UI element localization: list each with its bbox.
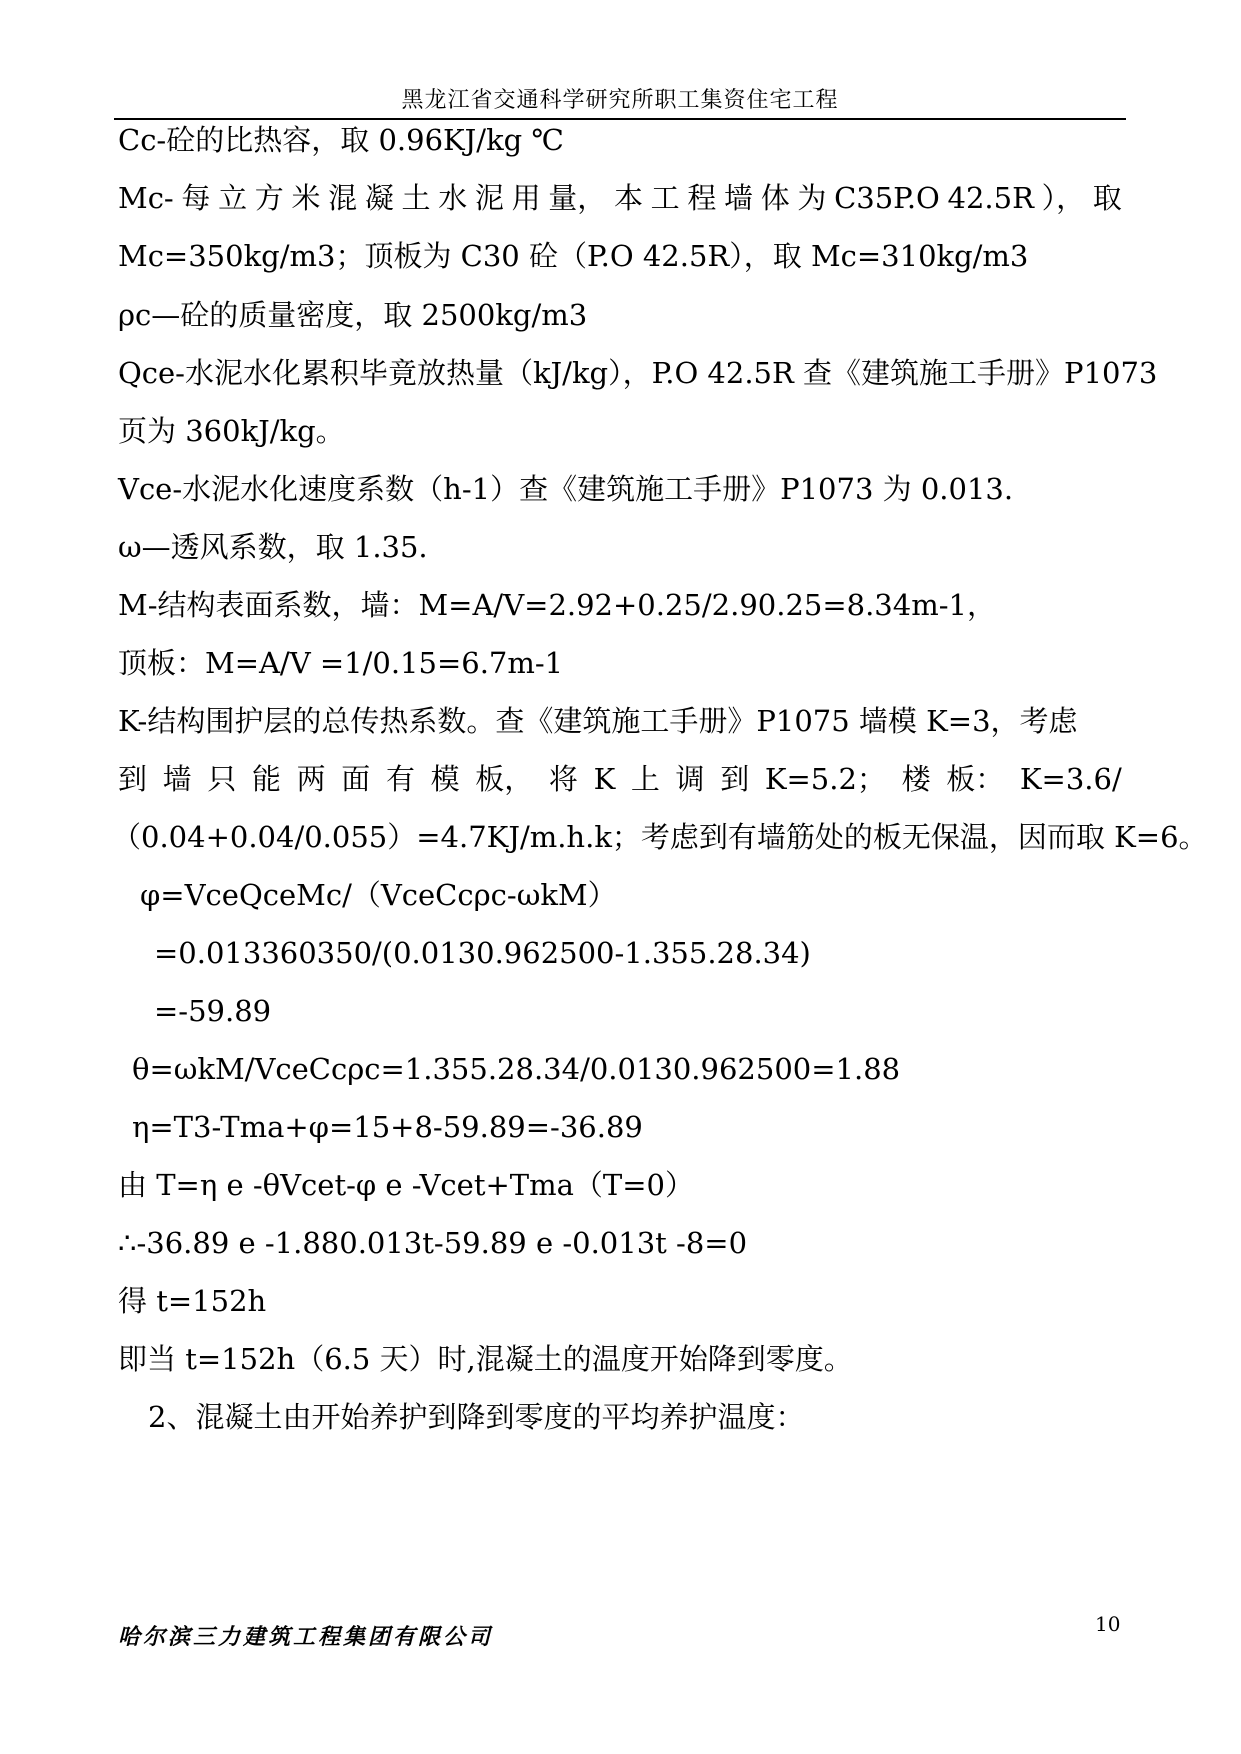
word: 立	[218, 181, 248, 215]
formula-theta: θ=ωkM/VceCcρc=1.355.28.34/0.0130.962500=1.88	[132, 1052, 901, 1086]
word: 能	[251, 762, 281, 796]
text-line-11: K-结构围护层的总传热系数。查《建筑施工手册》P1075 墙模 K=3，考虑	[118, 704, 1078, 738]
text-line-22: 即当 t=152h（6.5 天）时,混凝土的温度开始降到零度。	[118, 1342, 853, 1376]
text-line-2	[118, 180, 1122, 216]
word: 楼	[901, 762, 931, 796]
word: 本	[613, 181, 643, 215]
word: 凝	[364, 181, 394, 215]
text-line-5: Qce-水泥水化累积毕竟放热量（kJ/kg），P.O 42.5R 查《建筑施工手册》P1073	[118, 356, 1158, 390]
word: 水	[438, 181, 468, 215]
text-line-19: 由 T=η e -θVcet-φ e -Vcet+Tma（T=0）	[118, 1168, 695, 1202]
word: 两	[296, 762, 326, 796]
page-number: 10	[1095, 1612, 1121, 1636]
section-heading: 2、混凝土由开始养护到降到零度的平均养护温度：	[148, 1400, 805, 1434]
word: 取	[1092, 181, 1122, 215]
formula-eta: η=T3-Tma+φ=15+8-59.89=-36.89	[132, 1110, 643, 1144]
word: C35P.O	[834, 181, 940, 215]
word: 上	[630, 762, 660, 796]
text-line-10: 顶板：M=A/V =1/0.15=6.7m-1	[118, 646, 564, 680]
text-line-3: Mc=350kg/m3；顶板为 C30 砼（P.O 42.5R），取 Mc=310kg/m3	[118, 239, 1029, 273]
word: 方	[254, 181, 284, 215]
word: Mc-	[118, 181, 174, 215]
word: 将	[548, 762, 578, 796]
word: 到	[118, 762, 148, 796]
word: 板，	[475, 762, 534, 796]
word: K=3.6/	[1019, 762, 1122, 796]
text-line-6: 页为 360kJ/kg。	[118, 414, 345, 448]
word: 调	[675, 762, 705, 796]
text-line-9: M-结构表面系数，墙：M=A/V=2.92+0.25/2.90.25=8.34m-1，	[118, 588, 996, 622]
word: 板：	[946, 762, 1005, 796]
formula-phi: φ=VceQceMc/（VceCcρc-ωkM）	[140, 878, 617, 912]
header-rule	[114, 118, 1126, 120]
text-line-7: Vce-水泥水化速度系数（h-1）查《建筑施工手册》P1073 为 0.013.	[118, 472, 1014, 506]
word: 工	[650, 181, 680, 215]
word: 用	[511, 181, 541, 215]
formula-phi-result: =-59.89	[154, 994, 272, 1028]
word: 每	[181, 181, 211, 215]
word: 土	[401, 181, 431, 215]
text-line-4: ρc—砼的质量密度，取 2500kg/m3	[118, 298, 588, 332]
word: 为	[797, 181, 827, 215]
text-line-20: ∴-36.89 e -1.880.013t-59.89 e -0.013t -8=0	[118, 1226, 748, 1260]
word: 混	[328, 181, 358, 215]
word: 泥	[474, 181, 504, 215]
text-line-13: （0.04+0.04/0.055）=4.7KJ/m.h.k；考虑到有墙筋处的板无保温，因而取 K=6。	[112, 820, 1208, 854]
word: 量，	[548, 181, 607, 215]
text-line-12	[118, 761, 1122, 797]
text-line-21: 得 t=152h	[118, 1284, 267, 1318]
word: 模	[430, 762, 460, 796]
word: 到	[720, 762, 750, 796]
footer-company: 哈尔滨三力建筑工程集团有限公司	[118, 1624, 494, 1650]
document-header: 黑龙江省交通科学研究所职工集资住宅工程	[401, 88, 839, 113]
text-line-1: Cc-砼的比热容，取 0.96KJ/kg ℃	[118, 123, 564, 157]
word: 米	[291, 181, 321, 215]
word: 只	[207, 762, 237, 796]
word: 42.5R	[947, 181, 1034, 215]
word: 体	[760, 181, 790, 215]
word: 面	[341, 762, 371, 796]
word: 程	[687, 181, 717, 215]
text-line-8: ω—透风系数，取 1.35.	[118, 530, 428, 564]
word: 墙	[724, 181, 754, 215]
word: K	[593, 762, 616, 796]
word: 有	[385, 762, 415, 796]
word: ），	[1041, 181, 1086, 215]
word: K=5.2；	[764, 762, 886, 796]
word: 墙	[162, 762, 192, 796]
formula-phi-step: =0.013360350/(0.0130.962500-1.355.28.34)	[154, 936, 811, 970]
